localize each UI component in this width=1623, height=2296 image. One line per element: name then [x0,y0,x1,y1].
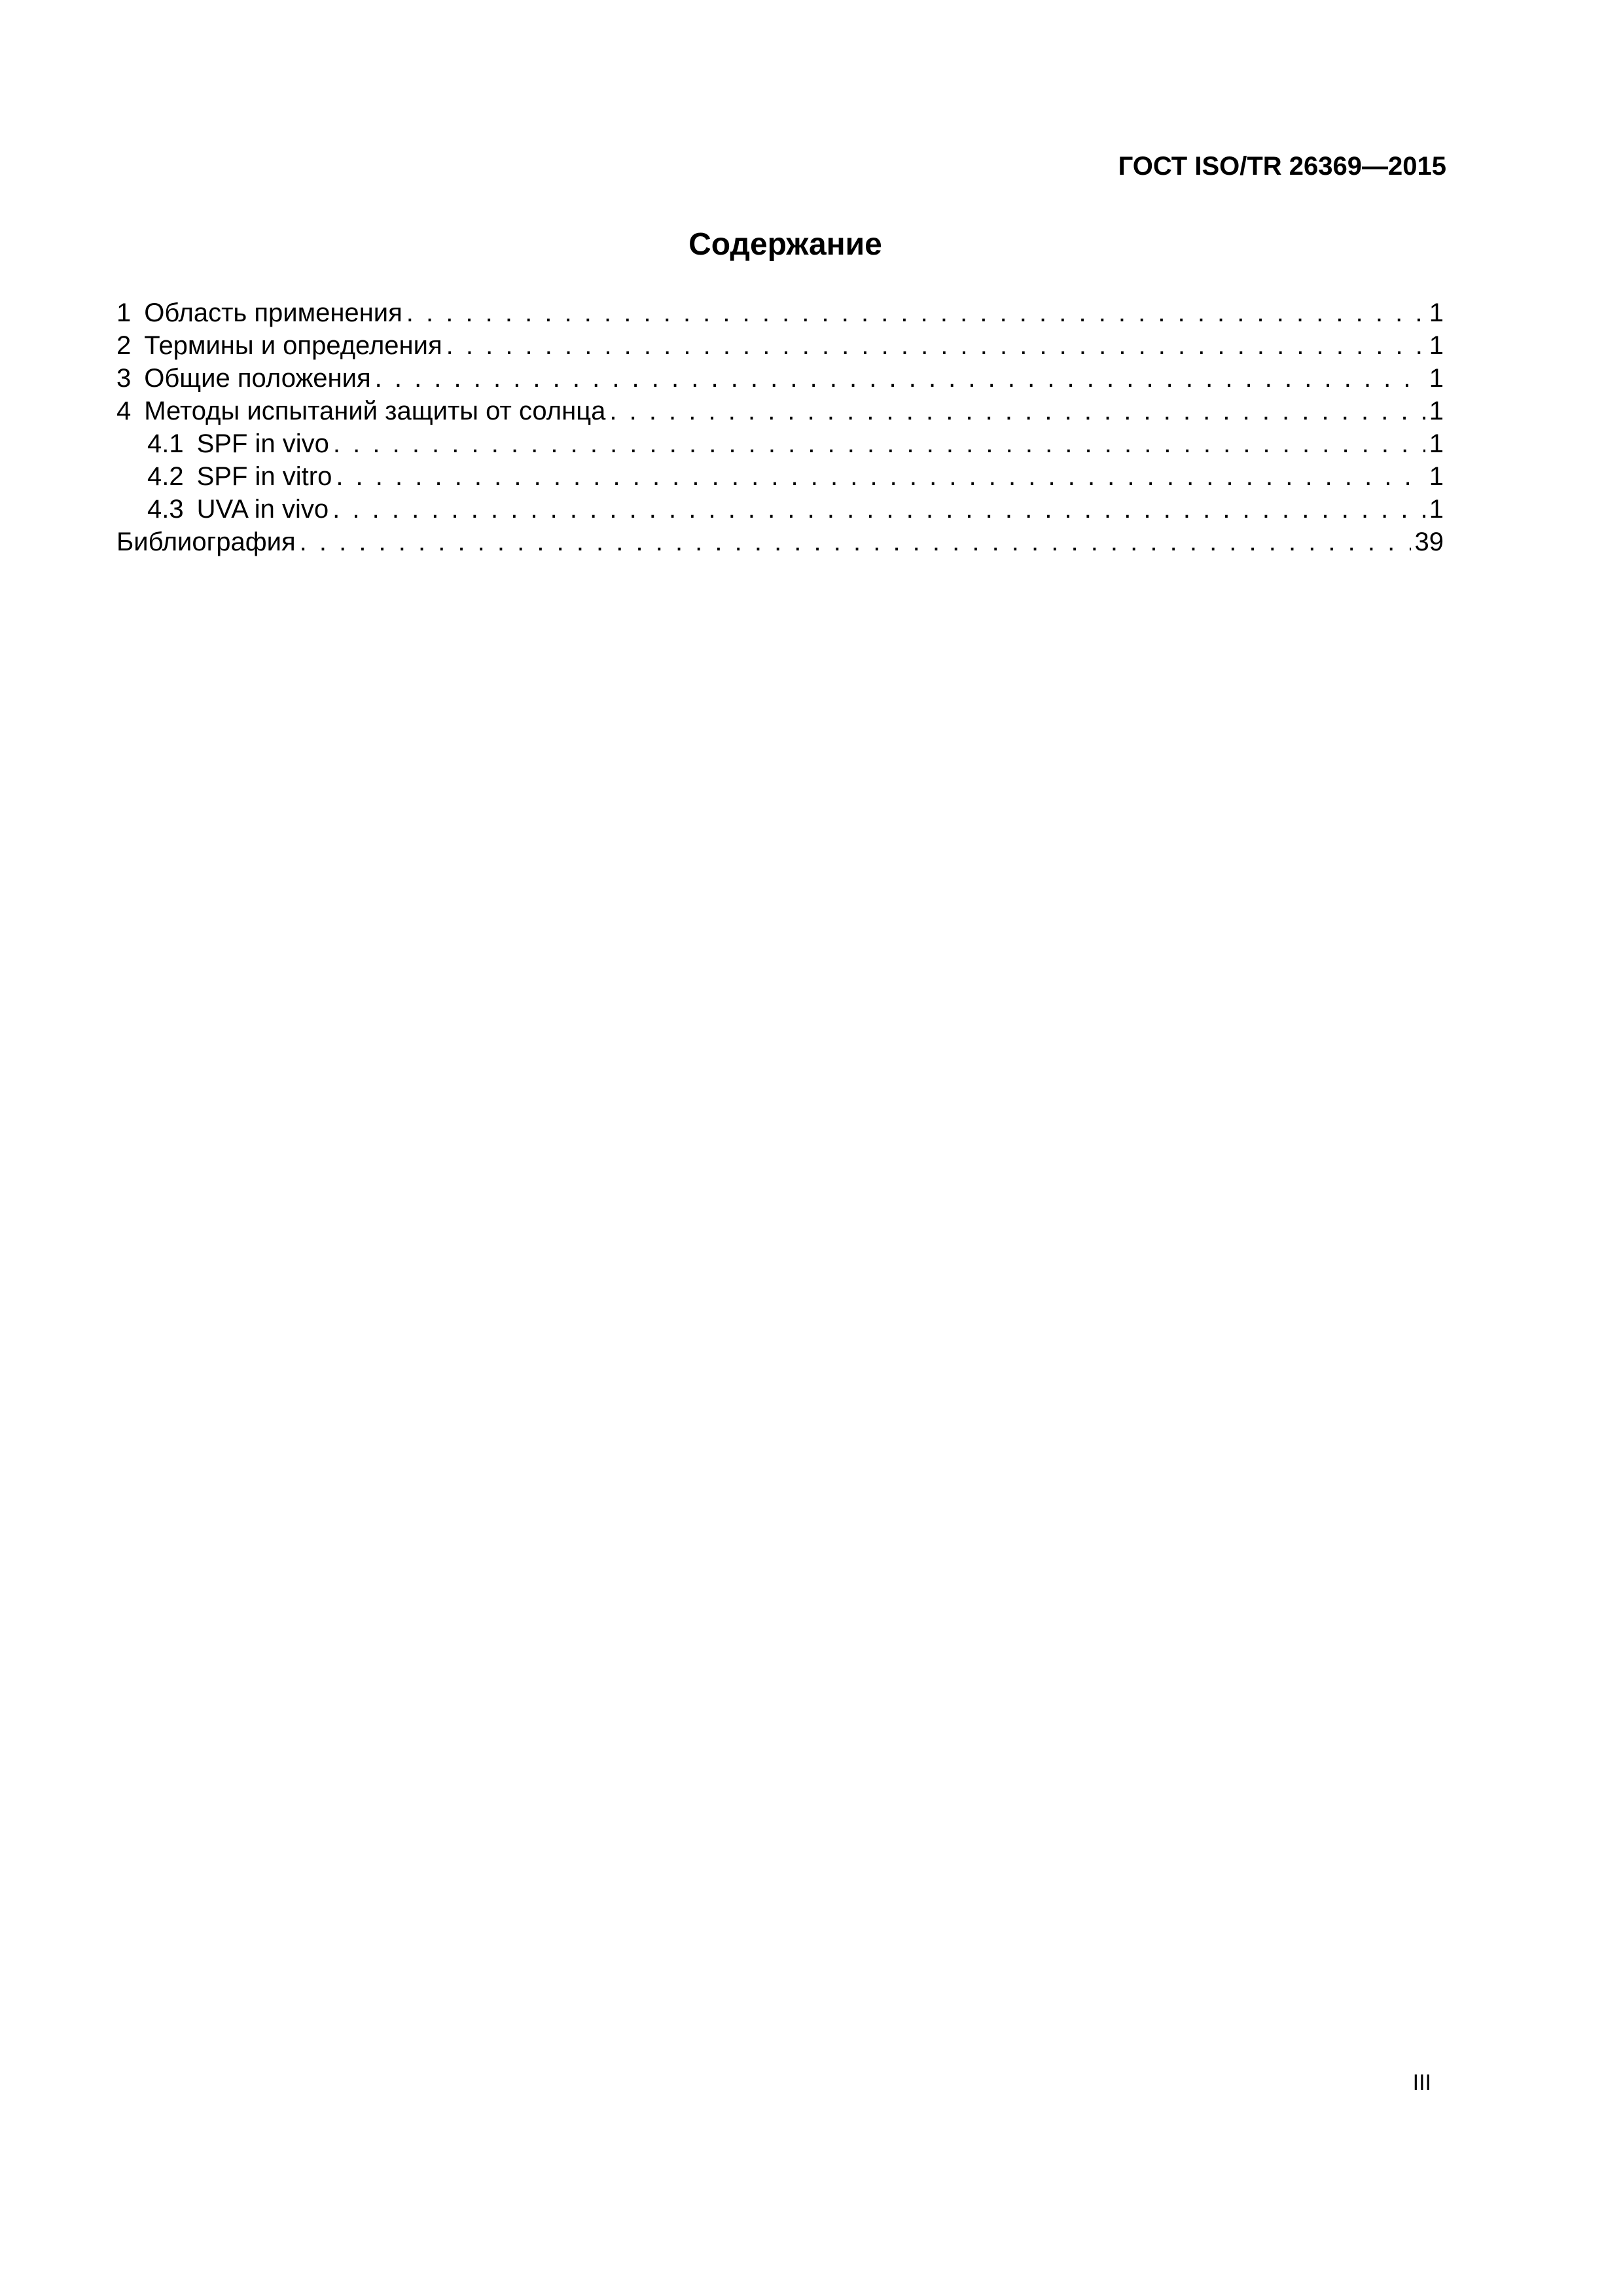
toc-entry-3[interactable] [116,362,1444,395]
toc-entry-title: Термины и определения [144,331,442,360]
toc-entry-page: 1 [1429,331,1444,360]
toc-entry-title: Библиография [116,528,296,556]
toc-entry-number: 3 [116,364,132,393]
toc-entry-title: Область применения [144,298,402,327]
toc-entry-title: Методы испытаний защиты от солнца [144,397,606,425]
toc-entry-title: SPF in vitro [196,462,332,491]
page-number: III [1412,2070,1431,2095]
toc-entry-4-1[interactable] [116,427,1444,460]
toc-entry-page: 1 [1429,397,1444,425]
toc-entry-page: 1 [1429,298,1444,327]
toc-entry-title: Общие положения [144,364,371,393]
toc-entry-number: 4.2 [147,462,184,491]
document-code: ГОСТ ISO/TR 26369—2015 [1118,152,1446,181]
toc-entry-4[interactable] [116,395,1444,427]
toc-dot-leader [336,460,1425,493]
toc-entry-title: SPF in vivo [196,429,329,458]
toc-entry-number: 4.3 [147,495,184,524]
toc-entry-4-3[interactable] [116,493,1444,526]
toc-entry-2[interactable] [116,329,1444,362]
toc-dot-leader [446,329,1425,362]
toc-list [116,296,1444,558]
toc-entry-number: 2 [116,331,132,360]
toc-entry-4-2[interactable] [116,460,1444,493]
toc-entry-number: 4 [116,397,132,425]
toc-dot-leader [333,427,1425,460]
toc-dot-leader [609,395,1425,427]
toc-dot-leader [406,296,1425,329]
toc-entry-bibliography[interactable] [116,526,1444,558]
toc-dot-leader [300,526,1411,558]
toc-entry-title: UVA in vivo [196,495,329,524]
toc-title: Содержание [688,227,882,262]
toc-dot-leader [375,362,1425,395]
toc-dot-leader [332,493,1425,526]
toc-entry-page: 39 [1414,528,1444,556]
toc-entry-1[interactable] [116,296,1444,329]
toc-entry-number: 4.1 [147,429,184,458]
toc-entry-page: 1 [1429,462,1444,491]
toc-entry-page: 1 [1429,429,1444,458]
toc-entry-number: 1 [116,298,132,327]
toc-entry-page: 1 [1429,495,1444,524]
toc-entry-page: 1 [1429,364,1444,393]
